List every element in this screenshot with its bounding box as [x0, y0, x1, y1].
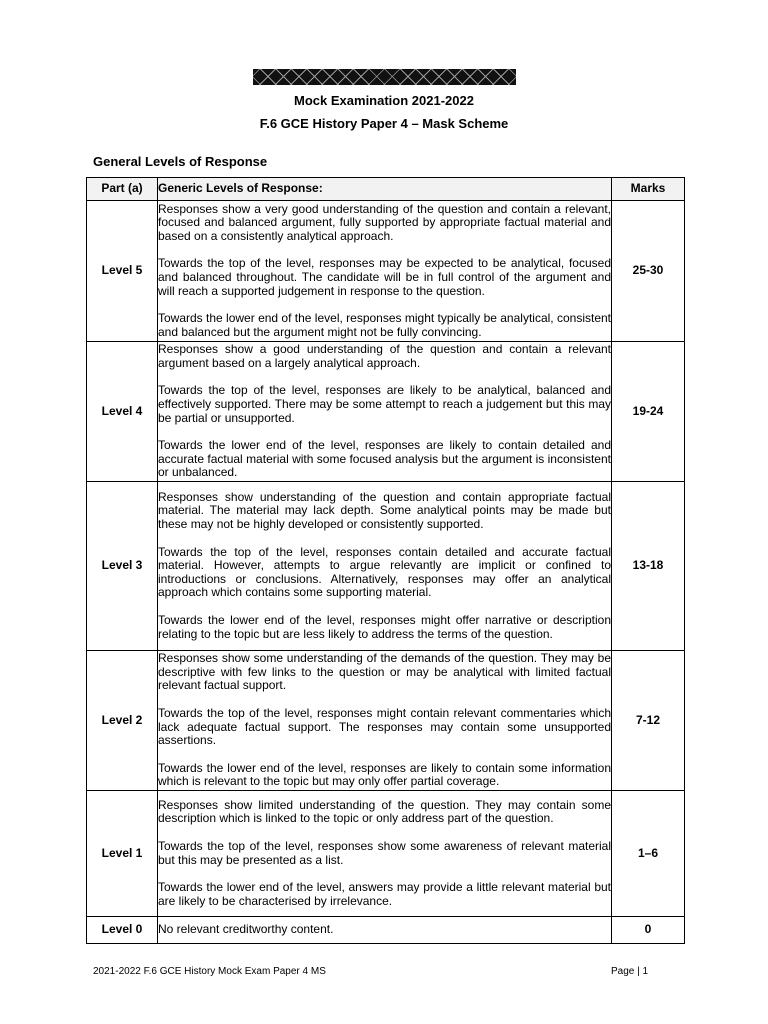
- table-row: [87, 651, 685, 791]
- description-paragraph: Towards the top of the level, responses may be expected to be analytical, focused and balanced throughout. The candidate will be in full control of the argument and will reach a supported judgement in response to the question.: [158, 256, 611, 298]
- header-part: Part (a): [87, 178, 158, 201]
- level-description: [158, 651, 612, 791]
- table-header-row: [87, 178, 685, 201]
- description-paragraph: Towards the lower end of the level, responses might typically be analytical, consistent and balanced but the argument might not be fully convincing.: [158, 311, 611, 339]
- table-row: [87, 201, 685, 342]
- description-paragraph: Towards the top of the level, responses might contain relevant commentaries which lack adequate factual support. The responses may contain some unsupported assertions.: [158, 705, 611, 748]
- marks-value: 0: [612, 917, 685, 944]
- level-description: [158, 201, 612, 342]
- header-response: Generic Levels of Response:: [158, 178, 612, 201]
- levels-table: [86, 177, 685, 944]
- redacted-block: [253, 69, 516, 85]
- level-label: Level 5: [87, 201, 158, 342]
- description-paragraph: Responses show a good understanding of the question and contain a relevant argument based on a largely analytical approach.: [158, 342, 611, 370]
- exam-subtitle: F.6 GCE History Paper 4 – Mask Scheme: [259, 116, 509, 131]
- description-paragraph: Responses show some understanding of the demands of the question. They may be descriptive with few links to the question or may be analytical with limited factual relevant factual support.: [158, 651, 611, 693]
- description-paragraph: Towards the lower end of the level, responses are likely to contain detailed and accurate factual material with some focused analysis but the argument is inconsistent or unbalanced.: [158, 438, 611, 480]
- marks-value: 7-12: [612, 651, 685, 791]
- marks-value: 25-30: [612, 201, 685, 342]
- description-paragraph: Towards the top of the level, responses are likely to be analytical, balanced and effectively supported. There may be some attempt to reach a judgement but this may be partial or unsupported.: [158, 383, 611, 425]
- description-paragraph: Responses show a very good understanding of the question and contain a relevant, focused and balanced argument, fully supported by appropriate factual material and based on a consistently analytical approach.: [158, 201, 611, 243]
- marks-value: 13-18: [612, 482, 685, 651]
- table-row: [87, 342, 685, 482]
- marks-value: 19-24: [612, 342, 685, 482]
- section-heading: General Levels of Response: [93, 154, 268, 169]
- header-marks: Marks: [612, 178, 685, 201]
- table-row: [87, 482, 685, 651]
- description-paragraph: Towards the lower end of the level, answers may provide a little relevant material but are likely to be characterised by irrelevance.: [158, 880, 611, 908]
- table-row: [87, 791, 685, 917]
- description-paragraph: Towards the top of the level, responses show some awareness of relevant material but this may be presented as a list.: [158, 838, 611, 867]
- description-paragraph: Towards the lower end of the level, responses are likely to contain some information which is relevant to the topic but may only offer partial coverage.: [158, 760, 611, 789]
- level-label: Level 1: [87, 791, 158, 917]
- table-row: [87, 917, 685, 944]
- marks-value: 1–6: [612, 791, 685, 917]
- description-paragraph: Towards the top of the level, responses contain detailed and accurate factual material. However, attempts to argue relevantly are implicit or confined to introductions or conclusions. Alternatively, responses may offer an analytical approach which contains some supporting material.: [158, 544, 611, 600]
- footer-document-title: 2021-2022 F.6 GCE History Mock Exam Paper 4 MS: [93, 966, 326, 977]
- level-description: [158, 917, 612, 944]
- description-paragraph: Responses show understanding of the question and contain appropriate factual material. The material may lack depth. Some analytical points may be made but these may not be highly developed or consistently supported.: [158, 489, 611, 532]
- exam-title: Mock Examination 2021-2022: [294, 93, 474, 108]
- description-paragraph: Responses show limited understanding of the question. They may contain some description which is linked to the topic or only address part of the question.: [158, 797, 611, 826]
- description-paragraph: No relevant creditworthy content.: [158, 922, 334, 937]
- level-label: Level 0: [87, 917, 158, 944]
- level-description: [158, 342, 612, 482]
- level-description: [158, 482, 612, 651]
- description-paragraph: Towards the lower end of the level, responses might offer narrative or description relating to the topic but are less likely to address the terms of the question.: [158, 612, 611, 641]
- footer-page-number: Page | 1: [611, 966, 649, 977]
- level-description: [158, 791, 612, 917]
- level-label: Level 4: [87, 342, 158, 482]
- level-label: Level 2: [87, 651, 158, 791]
- level-label: Level 3: [87, 482, 158, 651]
